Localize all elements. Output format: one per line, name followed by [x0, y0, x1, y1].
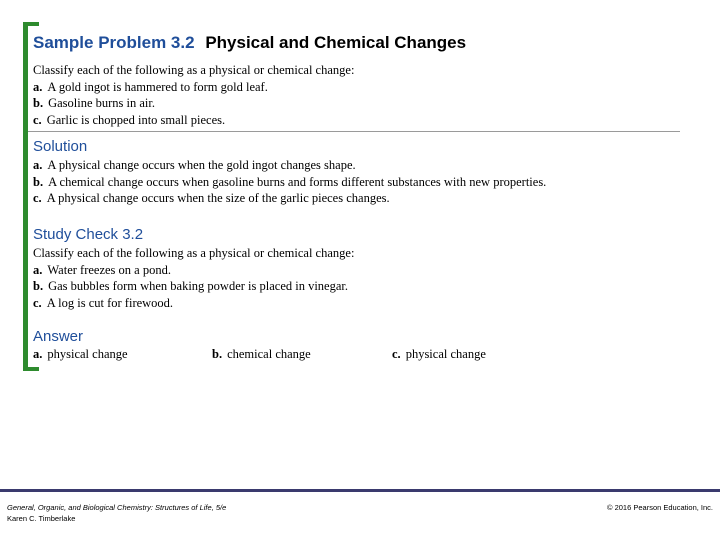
solution-block — [33, 157, 546, 207]
study-check-item — [33, 278, 354, 295]
item-label: c. — [33, 295, 42, 310]
title-subject: Physical and Chemical Changes — [205, 33, 467, 52]
answer-item — [212, 347, 311, 362]
title-label: Sample Problem 3.2 — [33, 33, 195, 52]
solution-item — [33, 190, 546, 207]
item-label: c. — [33, 112, 42, 127]
solution-item — [33, 174, 546, 191]
problem-item — [33, 79, 354, 96]
item-text: chemical change — [227, 347, 311, 361]
item-text: physical change — [47, 347, 128, 361]
solution-heading: Solution — [33, 138, 88, 155]
green-frame-top — [23, 22, 39, 26]
problem-block — [33, 62, 354, 128]
item-text: A log is cut for firewood. — [46, 295, 174, 310]
solution-item — [33, 157, 546, 174]
answer-heading: Answer — [33, 328, 84, 345]
item-label: a. — [33, 347, 43, 361]
green-frame-bar — [23, 22, 28, 371]
footer-book-title: General, Organic, and Biological Chemistry: Structures of Life, 5/e — [7, 503, 227, 512]
item-label: b. — [33, 96, 44, 110]
item-text: Gas bubbles form when baking powder is placed in vinegar. — [48, 279, 349, 293]
item-text: A physical change occurs when the size of the garlic pieces changes. — [46, 191, 390, 205]
problem-intro: Classify each of the following as a physical or chemical change: — [33, 63, 355, 77]
item-text: Garlic is chopped into small pieces. — [46, 112, 226, 127]
study-check-item — [33, 262, 354, 279]
footer-rule — [0, 489, 720, 492]
item-text: A chemical change occurs when gasoline burns and forms different substances with new properties. — [48, 174, 547, 189]
problem-item — [33, 112, 354, 129]
item-label: b. — [33, 174, 44, 189]
item-text: A gold ingot is hammered to form gold leaf. — [47, 79, 268, 94]
item-label: b. — [212, 347, 223, 361]
item-label: a. — [33, 262, 43, 277]
answer-item — [33, 347, 128, 362]
footer-citation — [7, 502, 226, 524]
study-check-intro: Classify each of the following as a physical or chemical change: — [33, 246, 355, 260]
study-check-heading: Study Check 3.2 — [33, 226, 144, 243]
item-label: b. — [33, 279, 44, 293]
footer-author: Karen C. Timberlake — [7, 514, 76, 523]
section-divider — [28, 131, 680, 132]
item-label: a. — [33, 158, 43, 172]
item-text: Gasoline burns in air. — [48, 96, 156, 110]
answer-item — [392, 347, 486, 362]
item-text: physical change — [405, 347, 486, 361]
item-text: A physical change occurs when the gold ingot changes shape. — [47, 158, 356, 172]
study-check-block — [33, 245, 354, 311]
footer-copyright: © 2016 Pearson Education, Inc. — [606, 503, 713, 512]
study-check-item — [33, 295, 354, 312]
item-label: c. — [392, 347, 401, 361]
problem-item — [33, 95, 354, 112]
item-label: a. — [33, 79, 43, 94]
green-frame-bottom — [23, 367, 39, 371]
page-title — [33, 33, 466, 53]
item-text: Water freezes on a pond. — [47, 262, 171, 277]
item-label: c. — [33, 191, 42, 205]
